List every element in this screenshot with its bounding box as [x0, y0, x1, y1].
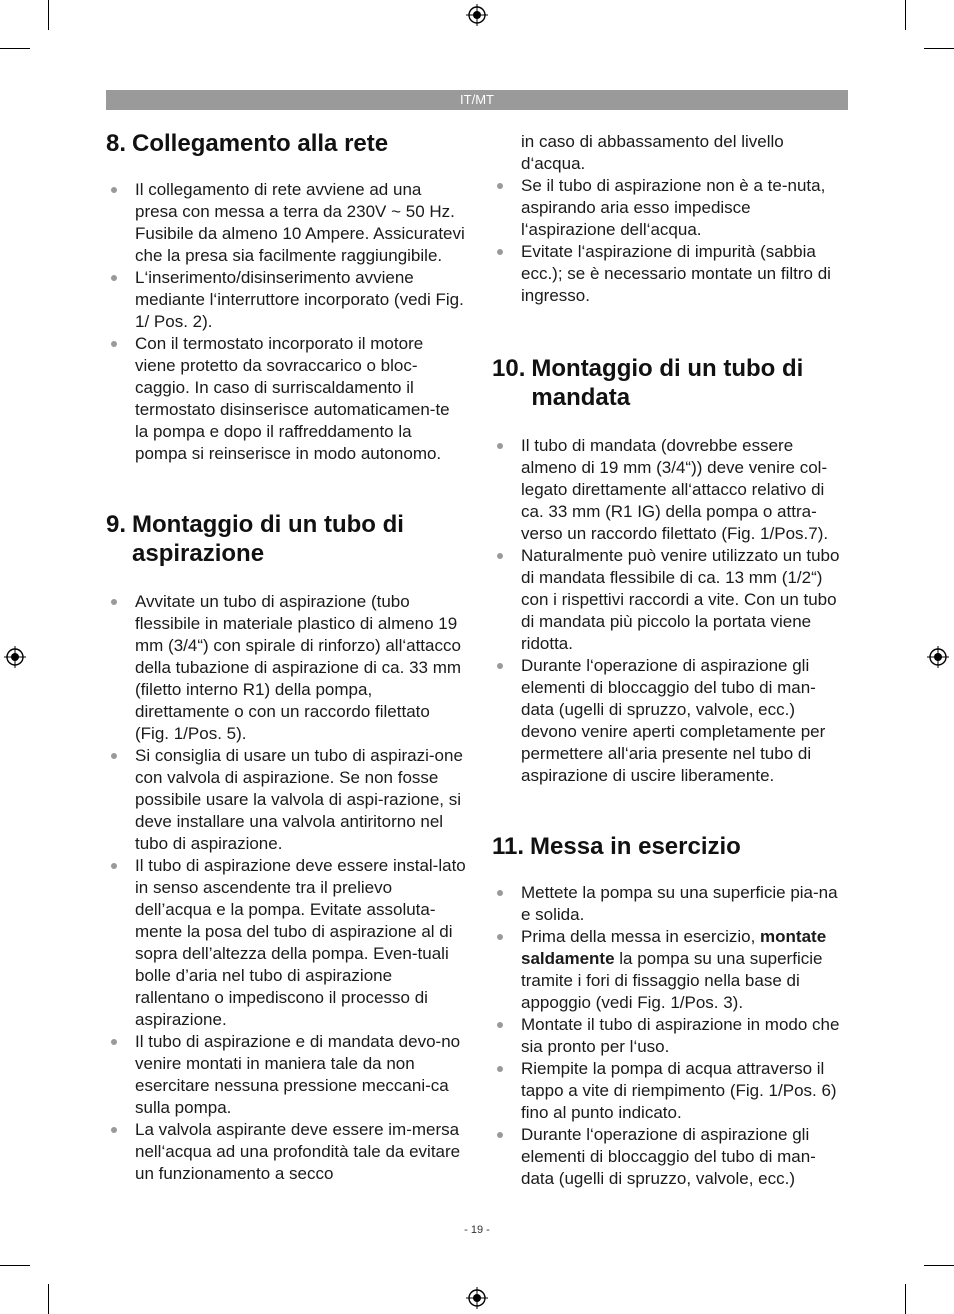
list-item: [492, 1058, 848, 1124]
bullet-icon: [497, 249, 503, 255]
section-9-list: [106, 591, 466, 1185]
section-9-heading: [106, 510, 466, 568]
list-item: [492, 175, 848, 241]
bullet-icon: [111, 863, 117, 869]
list-item-text: Durante l‘operazione di aspirazione gli elementi di bloccaggio del tubo di man-data (ugelli di spruzzo, valvole, ecc.) devono venire aperti completamente per permettere all‘aria presente nel tubo di aspirazione di uscire liberamente.: [521, 656, 826, 785]
registration-mark-icon: [927, 646, 949, 668]
section-title: Montaggio di un tubo di aspirazione: [132, 511, 404, 567]
bullet-icon: [111, 187, 117, 193]
list-item: [492, 1014, 848, 1058]
section-title: Collegamento alla rete: [132, 130, 389, 157]
crop-mark: [0, 1265, 30, 1266]
section-10-list: [492, 435, 848, 787]
language-header-bar: IT/MT: [106, 90, 848, 110]
bullet-icon: [497, 663, 503, 669]
list-item: [106, 333, 466, 465]
bullet-icon: [111, 1039, 117, 1045]
list-item: [106, 591, 466, 745]
crop-mark: [905, 1284, 906, 1314]
section-number: 9.: [106, 511, 127, 538]
list-item: [106, 1031, 466, 1119]
section-9-list-continued: [492, 175, 848, 307]
text-segment: Prima della messa in esercizio,: [521, 927, 761, 946]
list-item-text: Il tubo di mandata (dovrebbe essere almeno di 19 mm (3/4“)) deve venire col-legato direttamente all‘attacco relativo di ca. 33 mm (R1 IG) della pompa o attra-verso un raccordo filettato (Fig. 1/Pos.7).: [521, 436, 829, 543]
list-item-text: Se il tubo di aspirazione non è a te-nuta, aspirando aria esso impedisce l‘aspirazione dell‘acqua.: [521, 176, 826, 239]
page-number: - 19 -: [464, 1224, 490, 1236]
crop-mark: [48, 0, 49, 30]
section-title: Messa in esercizio: [530, 833, 741, 860]
bullet-icon: [497, 183, 503, 189]
list-item: [106, 855, 466, 1031]
list-item-text: Durante l‘operazione di aspirazione gli elementi di bloccaggio del tubo di man-data (ugelli di spruzzo, valvole, ecc.): [521, 1125, 816, 1188]
section-10-heading: [492, 354, 848, 412]
list-item-text: La valvola aspirante deve essere im-mersa nell‘acqua ad una profondità tale da evitare un funzionamento a secco: [135, 1120, 461, 1183]
bullet-icon: [497, 1132, 503, 1138]
bullet-icon: [497, 553, 503, 559]
list-item: [492, 926, 848, 1014]
bullet-icon: [497, 890, 503, 896]
crop-mark: [924, 1265, 954, 1266]
section-8-list: [106, 179, 466, 465]
section-title: Montaggio di un tubo di mandata: [531, 355, 804, 411]
list-item-text: Mettete la pompa su una superficie pia-na e solida.: [521, 883, 838, 924]
bullet-icon: [497, 443, 503, 449]
crop-mark: [905, 0, 906, 30]
list-item: [106, 1119, 466, 1185]
section-8-heading: [106, 129, 466, 158]
list-item-text: Il tubo di aspirazione deve essere instal-lato in senso ascendente tra il prelievo dell’acqua e la pompa. Evitate assoluta-mente la posa del tubo di aspirazione al di sopra dell’altezza della pompa. Even-tuali bolle d’aria nel tubo di aspirazione rallentano o impediscono il processo di aspirazione.: [135, 856, 466, 1029]
list-item: [492, 882, 848, 926]
registration-mark-icon: [466, 4, 488, 26]
registration-mark-icon: [466, 1287, 488, 1309]
list-item: [492, 435, 848, 545]
section-number: 11.: [492, 833, 525, 860]
section-11-list: [492, 882, 848, 1190]
list-item-text: L‘inserimento/disinserimento avviene mediante l‘interruttore incorporato (vedi Fig. 1/ Pos. 2).: [135, 268, 464, 331]
left-column: [106, 128, 466, 1185]
text-segment: la pompa su una superficie tramite i fori di fissaggio nella base di appoggio (vedi Fig. 1/Pos. 3).: [521, 949, 823, 1012]
section-number: 10.: [492, 355, 526, 382]
list-item-text: Si consiglia di usare un tubo di aspirazi-one con valvola di aspirazione. Se non fosse possibile usare la valvola di aspi-razione, si deve installare una valvola antiritorno nel tubo di aspirazione.: [135, 746, 463, 853]
crop-mark: [924, 48, 954, 49]
bullet-icon: [111, 341, 117, 347]
list-item-text: Naturalmente può venire utilizzato un tubo di mandata flessibile di ca. 13 mm (1/2“) con i rispettivi raccordi a vite. Con un tubo di mandata più piccolo la portata viene ridotta.: [521, 546, 840, 653]
section-number: 8.: [106, 130, 127, 157]
bold-emphasis: montate saldamente: [521, 927, 827, 968]
right-column: [492, 131, 848, 1190]
list-item: [492, 655, 848, 787]
bullet-icon: [497, 1022, 503, 1028]
bullet-icon: [111, 753, 117, 759]
registration-mark-icon: [4, 646, 26, 668]
list-item-continuation: in caso di abbassamento del livello d‘acqua.: [521, 132, 784, 173]
list-item: [106, 179, 466, 267]
list-item-text: [521, 927, 826, 1012]
list-item-text: Il tubo di aspirazione e di mandata devo-no venire montati in maniera tale da non esercitare nessuna pressione meccani-ca sulla pompa.: [135, 1032, 461, 1117]
list-item-text: Il collegamento di rete avviene ad una presa con messa a terra da 230V ~ 50 Hz. Fusibile da almeno 10 Ampere. Assicuratevi che la presa sia facilmente raggiungibile.: [135, 180, 465, 265]
bullet-icon: [497, 934, 503, 940]
list-item-text: Avvitate un tubo di aspirazione (tubo flessibile in materiale plastico di almeno 19 mm (3/4“) con spirale di rinforzo) all‘attacco della tubazione di aspirazione di ca. 33 mm (filetto interno R1) della pompa, direttamente o con un raccordo filettato (Fig. 1/Pos. 5).: [135, 592, 462, 743]
list-item-text: Montate il tubo di aspirazione in modo che sia pronto per l‘uso.: [521, 1015, 840, 1056]
bullet-icon: [111, 1127, 117, 1133]
bullet-icon: [497, 1066, 503, 1072]
list-item: [492, 241, 848, 307]
list-item-text: Con il termostato incorporato il motore viene protetto da sovraccarico o bloc-caggio. In caso di surriscaldamento il termostato disinserisce automaticamen-te la pompa e dopo il raffreddamento la pompa si reinserisce in modo autonomo.: [135, 334, 450, 463]
crop-mark: [48, 1284, 49, 1314]
list-item: [106, 745, 466, 855]
bullet-icon: [111, 275, 117, 281]
list-item: [492, 1124, 848, 1190]
crop-mark: [0, 48, 30, 49]
list-item-text: Evitate l‘aspirazione di impurità (sabbia ecc.); se è necessario montate un filtro di ingresso.: [521, 242, 831, 305]
list-item-text: Riempite la pompa di acqua attraverso il tappo a vite di riempimento (Fig. 1/Pos. 6) fino al punto indicato.: [521, 1059, 837, 1122]
bullet-icon: [111, 599, 117, 605]
list-item: [106, 267, 466, 333]
section-11-heading: [492, 832, 848, 861]
list-item: [492, 545, 848, 655]
